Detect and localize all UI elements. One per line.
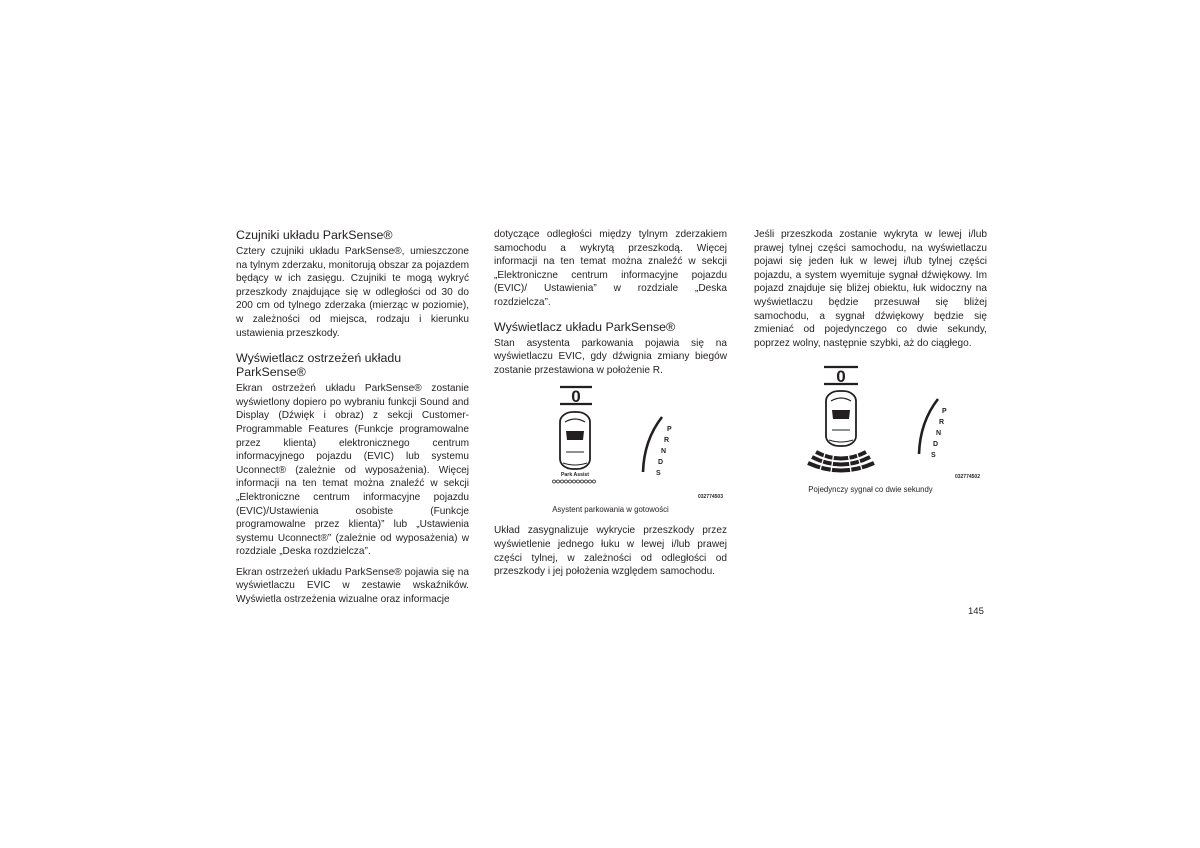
- gear-letter-p: P: [942, 408, 947, 416]
- column-1: [236, 228, 469, 614]
- single-chime-illustration: [754, 364, 987, 482]
- paragraph: Stan asystenta parkowania pojawia się na wyświetlaczu EVIC, gdy dźwignia zmiany biegów zostanie przestawiona w położenie R.: [494, 337, 727, 376]
- paragraph: dotyczące odległości między tylnym zderzakiem samochodu a wykrytą przeszkodą. Więcej informacji na ten temat można znaleźć w sekcji „Elektroniczne centrum informacyjne pojazdu (EVIC)/ Ustawienia” w rozdziale „Deska rozdzielcza”.: [494, 229, 727, 308]
- paragraph: Jeśli przeszkoda zostanie wykryta w lewej i/lub prawej tylnej części samochodu, na wyświetlaczu pojawi się jeden łuk w lewej i/lub tylnej części pojazdu, a system wyemituje sygnał dźwiękowy. Im pojazd znajduje się bliżej obiektu, łuk widoczny na wyświetlaczu będzie przesuwał się bliżej samochodu, a sygnał dźwiękowy będzie się zmieniać od pojedynczego co dwie sekundy, poprzez wolny, następnie szybki, aż do ciągłego.: [754, 229, 987, 349]
- park-assist-label: Park Assist: [560, 472, 590, 479]
- car-icon: [560, 412, 590, 469]
- gear-letter-p: P: [667, 426, 672, 434]
- figure-id: 032774502: [954, 474, 980, 481]
- page-number: 145: [968, 606, 984, 617]
- column-3: [754, 228, 987, 494]
- column-2: [494, 228, 727, 586]
- sensor-dots: [553, 480, 596, 483]
- car-icon: [826, 391, 856, 446]
- gear-letter-d: D: [658, 459, 664, 467]
- figure-caption: Asystent parkowania w gotowości: [552, 505, 669, 515]
- proximity-arcs: [808, 452, 874, 471]
- figure-park-assist-ready: [494, 384, 727, 514]
- figure-caption: Pojedynczy sygnał co dwie sekundy: [808, 485, 933, 495]
- heading-parksense-warning-display: Wyświetlacz ostrzeżeń układu ParkSense®: [236, 351, 402, 380]
- display-digit: 0: [571, 387, 581, 407]
- gear-letter-s: S: [656, 470, 661, 478]
- heading-parksense-display: Wyświetlacz układu ParkSense®: [494, 319, 676, 334]
- heading-parksense-sensors: Czujniki układu ParkSense®: [236, 228, 393, 242]
- gear-letter-d: D: [933, 441, 939, 449]
- paragraph: Ekran ostrzeżeń układu ParkSense® pojawia się na wyświetlaczu EVIC w zestawie wskaźników. Wyświetla ostrzeżenia wizualne oraz informacje: [236, 566, 469, 606]
- gear-letter-n: N: [936, 430, 942, 438]
- figure-single-chime: [754, 364, 987, 494]
- figure-id: 032774503: [697, 494, 723, 501]
- display-digit: 0: [836, 367, 846, 387]
- paragraph: Układ zasygnalizuje wykrycie przeszkody przez wyświetlenie jednego łuku w lewej i/lub prawej części tylnej, w zależności od odległości od przeszkody i jej położenia względem samochodu.: [494, 525, 727, 578]
- gear-letter-r: R: [939, 419, 945, 427]
- park-assist-ready-illustration: [494, 384, 727, 502]
- gear-letter-n: N: [661, 448, 667, 456]
- gear-letter-s: S: [931, 452, 936, 460]
- paragraph: Cztery czujniki układu ParkSense®, umieszczone na tylnym zderzaku, monitorują obszar za pojazdem będący w ich zasięgu. Czujniki te mogą wykryć przeszkody znajdujące się w odległości od 30 do 200 cm od tylnego zderzaka (mierząc w poziomie), w zależności od miejsca, rodzaju i kierunku ustawienia przeszkody.: [236, 246, 469, 339]
- paragraph: Ekran ostrzeżeń układu ParkSense® zostanie wyświetlony dopiero po wybraniu funkcji Sound and Display (Dźwięk i obraz) z sekcji Customer-Programmable Features (Funkcje programowalne przez klienta) elektronicznego centrum informacyjnego pojazdu (EVIC) lub systemu Uconnect® (zależnie od wyposażenia). Więcej informacji na ten temat można znaleźć w sekcji „Elektroniczne centrum informacyjne pojazdu (EVIC)/Ustawienia osobiste (Funkcje programowalne przez klienta)” lub „Ustawienia systemu Uconnect®” (zależnie od wyposażenia) w rozdziale „Deska rozdzielcza”.: [236, 383, 469, 558]
- gear-letter-r: R: [664, 437, 670, 445]
